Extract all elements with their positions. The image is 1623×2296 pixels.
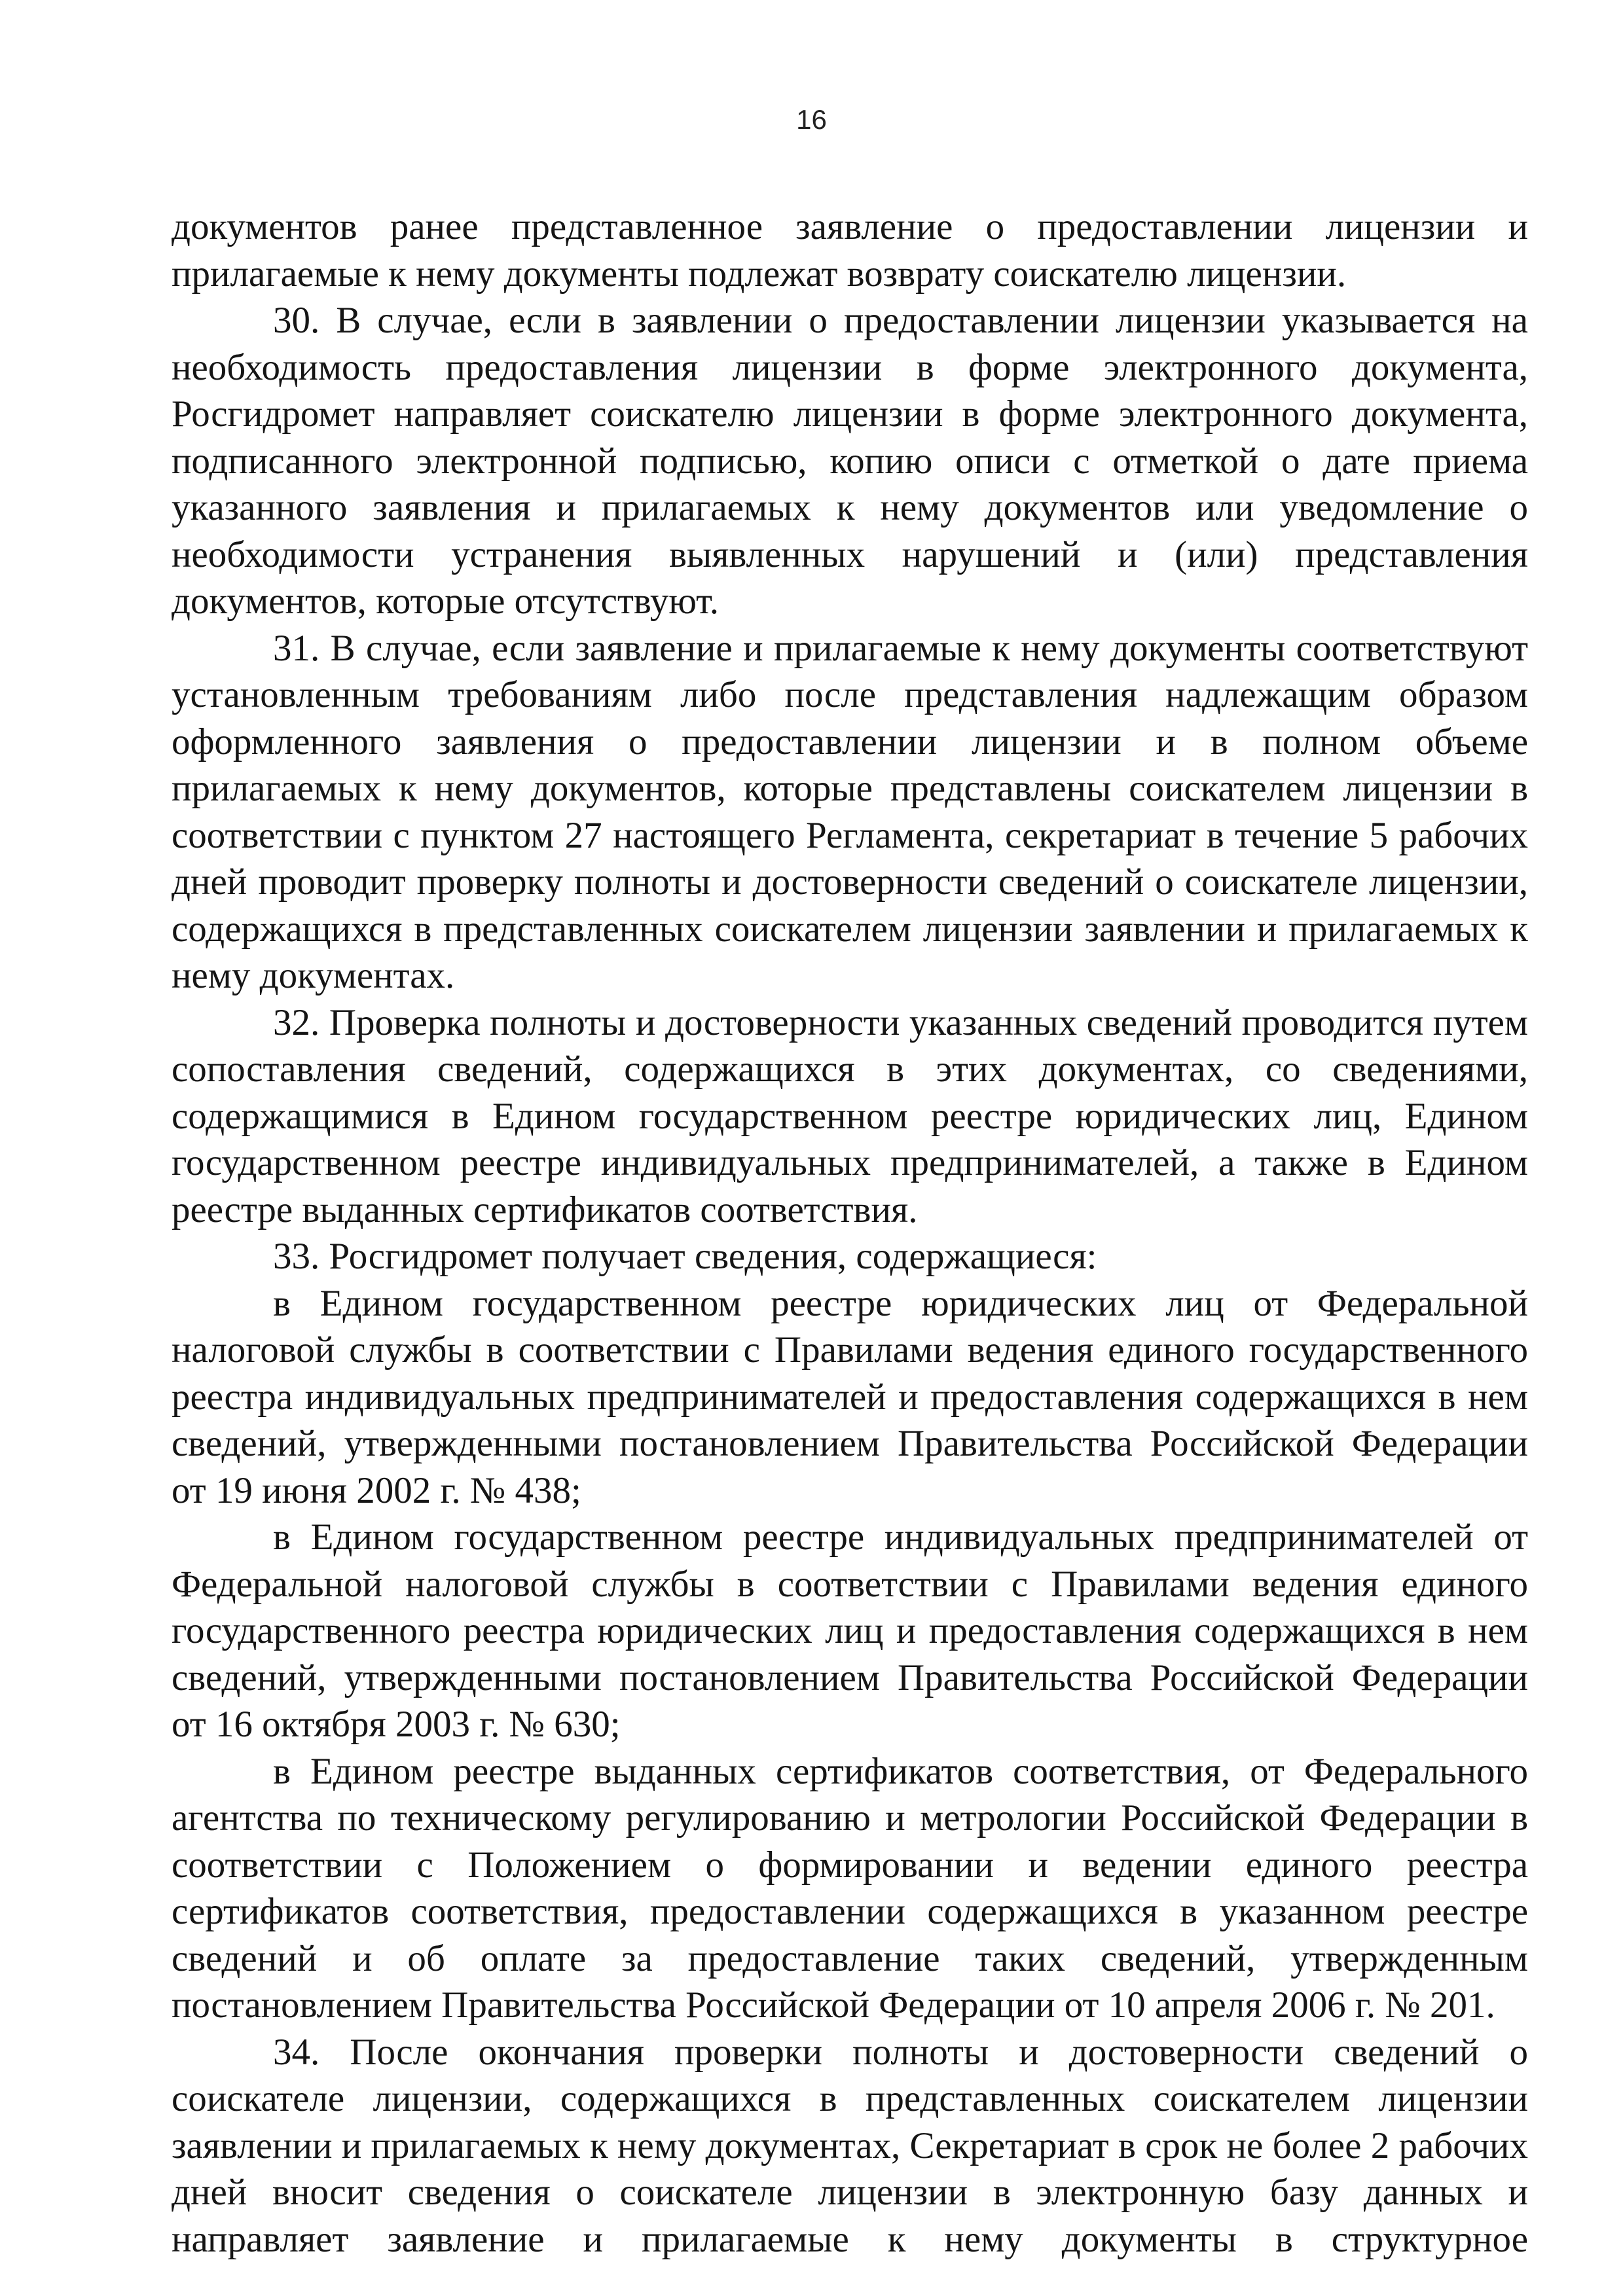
paragraph-33-item-certificates: в Едином реестре выданных сертификатов соответствия, от Федерального агентства по техническому регулированию и метрологии Российской Федерации в соответствии с Положением о формировании и ведении единого реестра сертификатов соответствия, предоставлении содержащихся в указанном реестре сведений и об оплате за предоставление таких сведений, утвержденным постановлением Правительства Российской Федерации от 10 апреля 2006 г. № 201. (172, 1750, 1528, 2026)
document-body (172, 204, 1528, 2263)
paragraph-continuation: документов ранее представленное заявление о предоставлении лицензии и прилагаемые к нему документы подлежат возврату соискателю лицензии. (172, 206, 1528, 295)
paragraph-31: 31. В случае, если заявление и прилагаемые к нему документы соответствуют установленным требованиям либо после представления надлежащим образом оформленного заявления о предоставлении лицензии и в полном объеме прилагаемых к нему документов, которые представлены соискателем лицензии в соответствии с пунктом 27 настоящего Регламента, секретариат в течение 5 рабочих дней проводит проверку полноты и достоверности сведений о соискателе лицензии, содержащихся в представленных соискателем лицензии заявлении и прилагаемых к нему документах. (172, 627, 1528, 996)
paragraph-33-item-legal-entities: в Едином государственном реестре юридических лиц от Федеральной налоговой службы в соответствии с Правилами ведения единого государственного реестра индивидуальных предпринимателей и предоставления содержащихся в нем сведений, утвержденными постановлением Правительства Российской Федерации от 19 июня 2002 г. № 438; (172, 1282, 1528, 1511)
paragraph-34: 34. После окончания проверки полноты и достоверности сведений о соискателе лицензии, содержащихся в представленных соискателем лицензии заявлении и прилагаемых к нему документах, Секретариат в срок не более 2 рабочих дней вносит сведения о соискателе лицензии в электронную базу данных и направляет заявление и прилагаемые к нему документы в структурное (172, 2031, 1528, 2260)
paragraph-32: 32. Проверка полноты и достоверности указанных сведений проводится путем сопоставления сведений, содержащихся в этих документах, со сведениями, содержащимися в Едином государственном реестре юридических лиц, Едином государственном реестре индивидуальных предпринимателей, а также в Едином реестре выданных сертификатов соответствия. (172, 1001, 1528, 1230)
paragraph-33-item-entrepreneurs: в Едином государственном реестре индивидуальных предпринимателей от Федеральной налоговой службы в соответствии с Правилами ведения единого государственного реестра юридических лиц и предоставления содержащихся в нем сведений, утвержденными постановлением Правительства Российской Федерации от 16 октября 2003 г. № 630; (172, 1516, 1528, 1745)
page-number: 16 (796, 104, 827, 135)
paragraph-30: 30. В случае, если в заявлении о предоставлении лицензии указывается на необходимость предоставления лицензии в форме электронного документа, Росгидромет направляет соискателю лицензии в форме электронного документа, подписанного электронной подписью, копию описи с отметкой о дате приема указанного заявления и прилагаемых к нему документов или уведомление о необходимости устранения выявленных нарушений и (или) представления документов, которые отсутствуют. (172, 300, 1528, 622)
paragraph-33: 33. Росгидромет получает сведения, содержащиеся: (273, 1236, 1097, 1277)
